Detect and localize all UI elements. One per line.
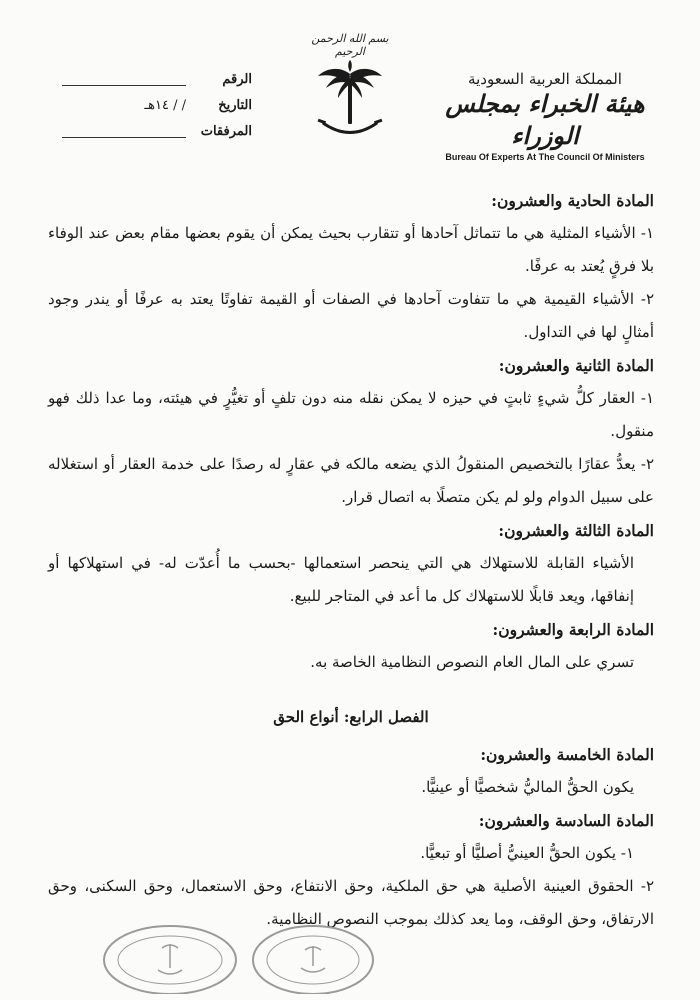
article-23 (48, 514, 654, 613)
attachments-label: المرفقات (200, 123, 252, 139)
article-22 (48, 349, 654, 514)
article-paragraph: الأشياء القابلة للاستهلاك هي التي ينحصر استعمالها -بحسب ما أُعدّت له- في استهلاكها أو إنفاقها، ويعد قابلًا للاستهلاك كل ما أعد في المتاجر للبيع. (48, 554, 634, 605)
attachments-line (62, 125, 186, 138)
article-paragraph: ٢- يعدُّ عقارًا بالتخصيص المنقولُ الذي يضعه مالكه في عقارٍ له رصدًا على خدمة العقار أو استغلاله على سبيل الدوام ولو لم يكن متصلًا به اتصال قرار. (48, 455, 654, 506)
article-paragraph: يكون الحقُّ الماليُّ شخصيًّا أو عينيًّا. (421, 778, 634, 796)
palm-and-swords-icon (310, 60, 390, 146)
attachments-row (62, 118, 252, 144)
basmala: بسم الله الرحمن الرحيم (311, 32, 389, 58)
ref-number-line (62, 73, 186, 86)
document-body (48, 184, 654, 936)
bureau-name: هيئة الخبراء بمجلس الوزراء (445, 89, 645, 150)
article-paragraph: ١- الأشياء المثلية هي ما تتماثل آحادها أو تتقارب بحيث يمكن أن يقوم بعضها مقام بعض عند الوفاء بلا فرقٍ يُعتد به عرفًا. (48, 224, 654, 275)
article-heading: المادة الثانية والعشرون: (498, 356, 654, 375)
letterhead (0, 0, 700, 160)
article-25 (48, 738, 654, 804)
article-heading: المادة الحادية والعشرون: (491, 191, 654, 210)
date-value: / / ١٤هـ (144, 97, 186, 113)
article-paragraph: ٢- الحقوق العينية الأصلية هي حق الملكية، وحق الانتفاع، وحق الاستعمال، وحق السكنى، وحق الارتفاق، وحق الوقف، وما يعد كذلك بموجب النصوص النظامية. (48, 877, 654, 928)
ref-number-row (62, 66, 252, 92)
chapter-title: الفصل الرابع: أنواع الحق (273, 708, 429, 726)
date-label: التاريخ (218, 97, 252, 113)
article-26 (48, 804, 654, 936)
organization-name (430, 70, 660, 162)
article-paragraph: ١- العقار كلُّ شيءٍ ثابتٍ في حيزه لا يمكن نقله منه دون تلفٍ أو تغيُّرٍ في هيئته، وما عدا ذلك فهو منقول. (48, 389, 654, 440)
article-paragraph: ١- يكون الحقُّ العينيُّ أصليًّا أو تبعيًّا. (420, 844, 634, 862)
article-paragraph: ٢- الأشياء القيمية هي ما تتفاوت آحادها في الصفات أو القيمة تفاوتًا يعتد به عرفًا أو يندر وجود أمثالٍ لها في التداول. (48, 290, 654, 341)
kingdom-name: المملكة العربية السعودية (468, 70, 622, 88)
reference-block (62, 66, 252, 144)
stamp-seal-left (100, 922, 240, 994)
bureau-name-en: Bureau Of Experts At The Council Of Ministers (445, 152, 645, 162)
article-24 (48, 613, 654, 679)
ref-number-label: الرقم (222, 71, 252, 87)
date-row (62, 92, 252, 118)
emblem (300, 32, 400, 142)
article-heading: المادة السادسة والعشرون: (478, 811, 654, 830)
article-heading: المادة الرابعة والعشرون: (492, 620, 654, 639)
article-heading: المادة الثالثة والعشرون: (498, 521, 654, 540)
stamp-seal-right (248, 922, 378, 994)
article-paragraph: تسري على المال العام النصوص النظامية الخاصة به. (310, 653, 634, 671)
article-heading: المادة الخامسة والعشرون: (480, 745, 654, 764)
article-21 (48, 184, 654, 349)
